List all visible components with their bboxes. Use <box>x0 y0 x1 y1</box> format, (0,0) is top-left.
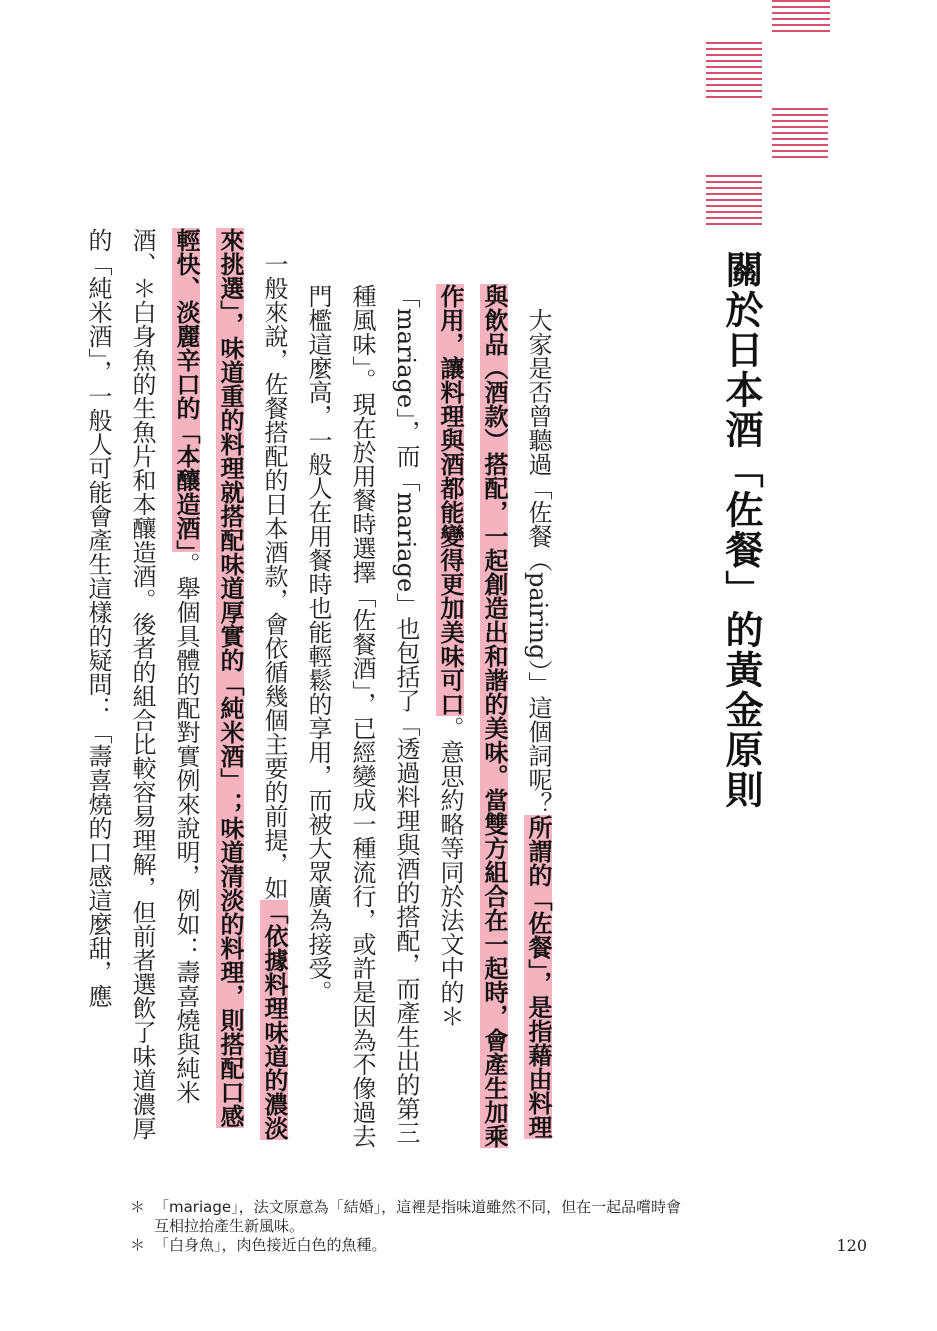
decorative-lines-top <box>772 0 830 36</box>
footnote-2 <box>130 1236 690 1255</box>
body-text <box>84 228 560 1148</box>
footnote-text: 「mariage」，法文原意為「結婚」，這裡是指味道雖然不同，但在一起品嚐時會互相拉抬產生新風味。 <box>154 1198 682 1235</box>
decorative-lines-left-upper <box>706 42 762 102</box>
paragraph-2-rest: 。舉個具體的配對實例來說明，例如：壽喜燒與純米酒、＊白身魚的生魚片和本釀造酒。後者的組合比較容易理解，但前者選飲了味道濃厚的「純米酒」，一般人可能會產生這樣的疑問：「壽喜燒的口感這麼甜，應 <box>84 228 200 1140</box>
paragraph-1 <box>296 284 560 1148</box>
paragraph-2-intro: 一般來說，佐餐搭配的日本酒款，會依循幾個主要的前提，如 <box>260 252 288 900</box>
footnote-text: 「白身魚」，肉色接近白色的魚種。 <box>154 1236 387 1254</box>
paragraph-1-rest: 。意思約略等同於法文中的＊「mariage」，而「mariage」也包括了「透過料理與酒的搭配，而產生出的第三種風味」。現在於用餐時選擇「佐餐酒」，已經變成一種流行，或許是因為不像過去門檻這麼高，一般人在用餐時也能輕鬆的享用，而被大眾廣為接受。 <box>304 284 464 1148</box>
footnote-mark: ＊ <box>130 1198 146 1216</box>
paragraph-1-intro: 大家是否曾聽過「佐餐（pairing）」這個詞呢？ <box>524 308 552 816</box>
paragraph-2-highlight: 「依據料理味道的濃淡來挑選」，味道重的料理就搭配味道厚實的「純米酒」；味道清淡的料理，則搭配口感輕快、淡麗辛口的「本釀造酒」 <box>172 228 288 1140</box>
decorative-lines-left-lower <box>706 175 762 229</box>
page-title: 關於日本酒「佐餐」的黃金原則 <box>719 250 763 810</box>
footnote-mark: ＊ <box>130 1236 146 1254</box>
footnotes <box>130 1198 690 1255</box>
page-number: 120 <box>836 1236 867 1255</box>
decorative-lines-right-middle <box>772 108 828 162</box>
paragraph-2 <box>76 228 296 1148</box>
footnote-1 <box>130 1198 690 1236</box>
paragraph-1-highlight: 所謂的「佐餐」，是指藉由料理與飲品（酒款）搭配，一起創造出和諧的美味。當雙方組合在一起時，會產生加乘作用，讓料理與酒都能變得更加美味可口 <box>436 284 552 1148</box>
